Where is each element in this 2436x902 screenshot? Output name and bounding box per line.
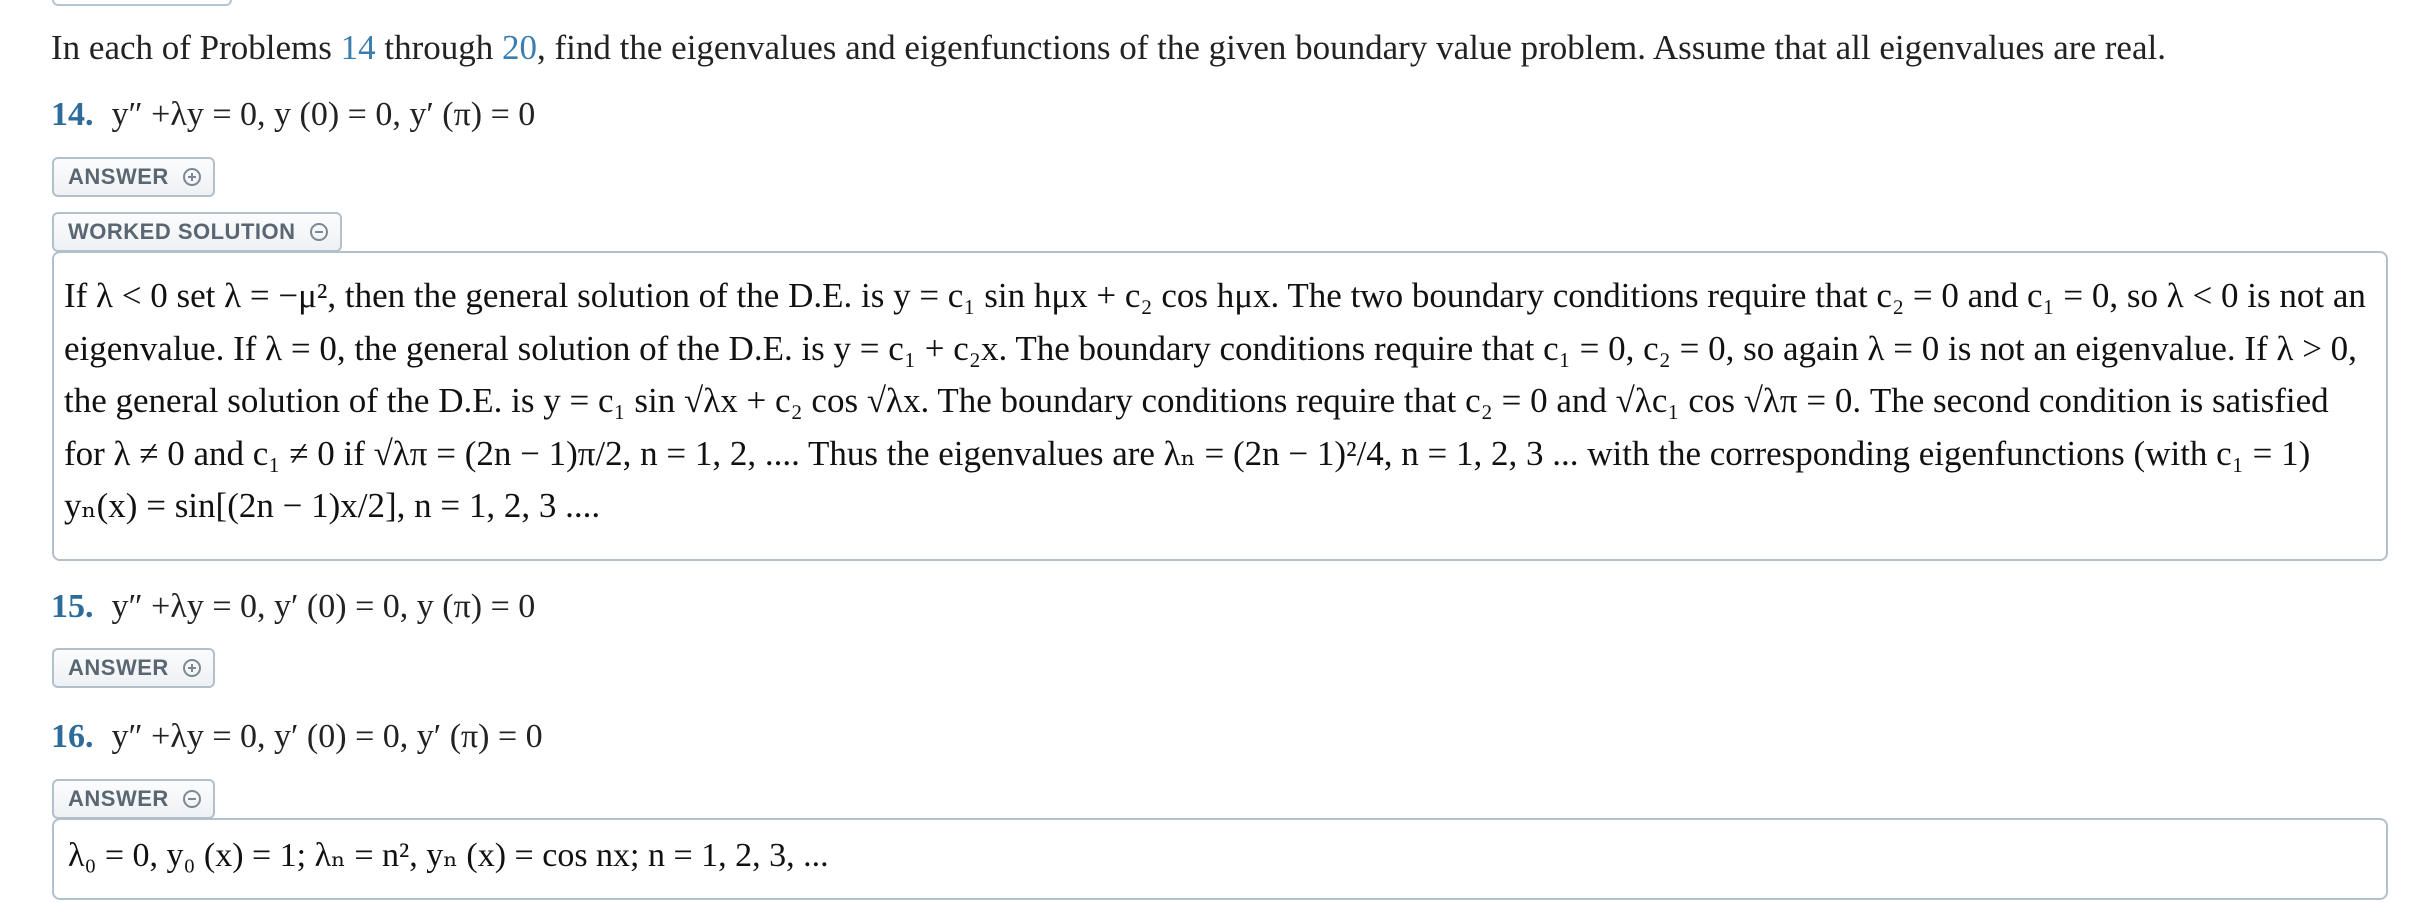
answer-text: λ₀ = 0, y₀ (x) = 1; λₙ = n², yₙ (x) = cos nx; n = 1, 2, 3, ... [68,837,829,874]
worked-solution-button-label: WORKED SOLUTION [68,219,296,244]
answer-panel [52,818,2388,900]
problem-15 [51,584,535,630]
answer-button-label: ANSWER [68,164,169,189]
collapse-icon [310,223,328,241]
problem-equation: y″ +λy = 0, y′ (0) = 0, y′ (π) = 0 [111,718,543,755]
problem-number: 14. [51,96,94,133]
answer-button-label: ANSWER [68,786,169,811]
problem-equation: y″ +λy = 0, y′ (0) = 0, y (π) = 0 [111,588,536,625]
intro-before: In each of Problems [51,28,341,67]
answer-button[interactable] [52,157,215,197]
worked-solution-text [64,270,2370,533]
problem-number: 16. [51,718,94,755]
intro-after: , find the eigenvalues and eigenfunctions of the given boundary value problem. Assume that all eigenvalues are real. [537,28,2166,67]
problem-link-first[interactable]: 14 [340,28,376,67]
previous-panel-edge [52,0,232,6]
worked-solution-button[interactable] [52,212,342,252]
worked-solution-paragraph: If λ < 0 set λ = −μ², then the general solution of the D.E. is y = c₁ sin hμx + c₂ cos hμx. The two boundary conditions require that c₂ = 0 and c₁ = 0, so λ < 0 is not an eigenvalue. If λ = 0, the general solution of the D.E. is y = c₁ + c₂x. The boundary conditions require that c₁ = 0, c₂ = 0, so again λ = 0 is not an eigenvalue. If λ > 0, the general solution of the D.E. is y = c₁ sin √λx + c₂ cos √λx. The boundary conditions require that c₂ = 0 and √λc₁ cos √λπ = 0. The second condition is satisfied for λ ≠ 0 and c₁ ≠ 0 if √λπ = (2n − 1)π/2, n = 1, 2, .... Thus the eigenvalues are λₙ = (2n − 1)²/4, n = 1, 2, 3 ... with the corresponding eigenfunctions (with c₁ = 1) yₙ(x) = sin[(2n − 1)x/2], n = 1, 2, 3 .... [64,276,2366,525]
answer-button-label: ANSWER [68,655,169,680]
expand-icon [183,168,201,186]
problem-number: 15. [51,588,94,625]
problem-14 [51,92,535,138]
answer-button[interactable] [52,648,215,688]
intro-middle: through [375,28,503,67]
answer-button[interactable] [52,779,215,819]
problem-equation: y″ +λy = 0, y (0) = 0, y′ (π) = 0 [111,96,536,133]
worked-solution-panel [52,251,2388,561]
expand-icon [183,659,201,677]
instructions [51,22,2166,74]
problem-link-last[interactable]: 20 [502,28,538,67]
problem-16 [51,714,543,760]
collapse-icon [183,790,201,808]
